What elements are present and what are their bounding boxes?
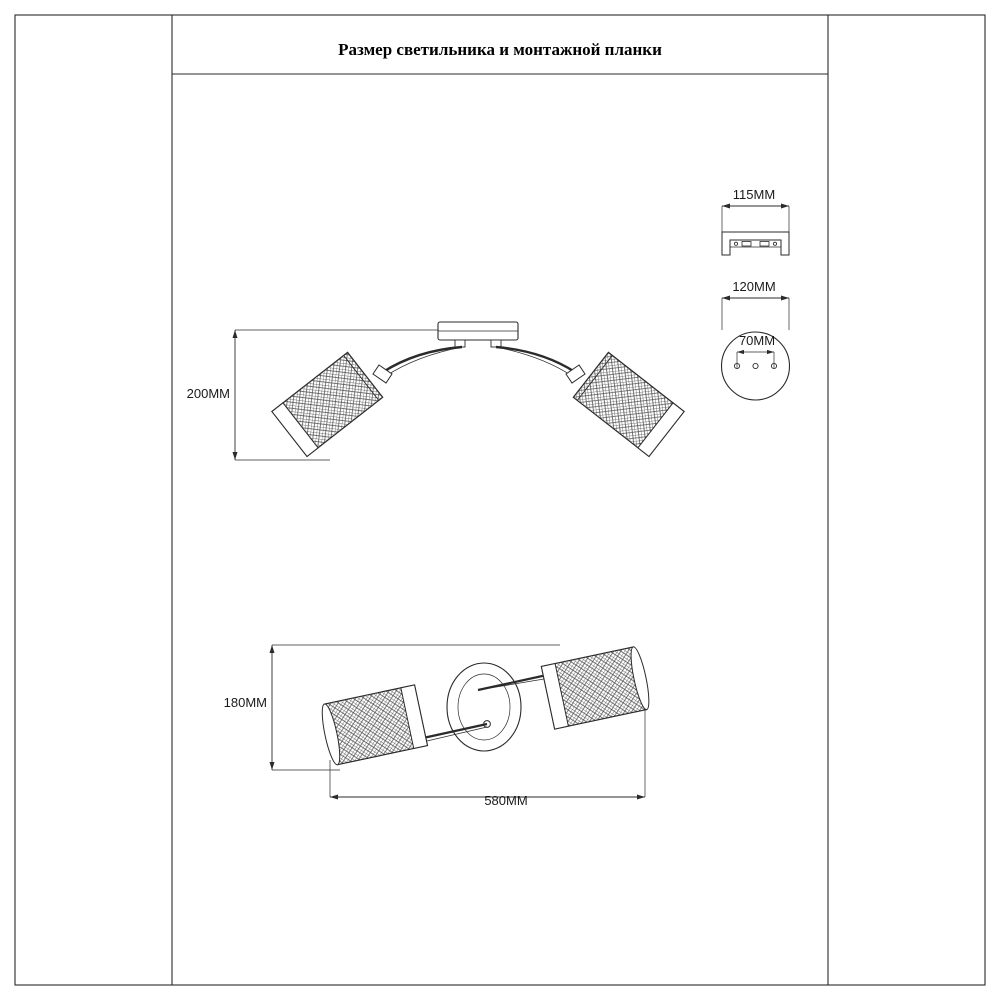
bracket-width-label: 115ММ bbox=[732, 187, 776, 202]
page-title: Размер светильника и монтажной планки bbox=[338, 40, 662, 59]
side-height-label: 180ММ bbox=[223, 695, 267, 710]
page-border bbox=[15, 15, 985, 985]
front-height-label: 200ММ bbox=[186, 386, 230, 401]
mounting-bracket-view bbox=[722, 187, 789, 255]
hole-spacing-label: 70ММ bbox=[738, 333, 776, 348]
side-width-label: 580ММ bbox=[484, 793, 528, 808]
plan-view bbox=[224, 645, 653, 808]
front-view bbox=[187, 322, 684, 460]
canopy-diameter-label: 120ММ bbox=[732, 279, 776, 294]
canopy-plate-view bbox=[722, 279, 790, 400]
